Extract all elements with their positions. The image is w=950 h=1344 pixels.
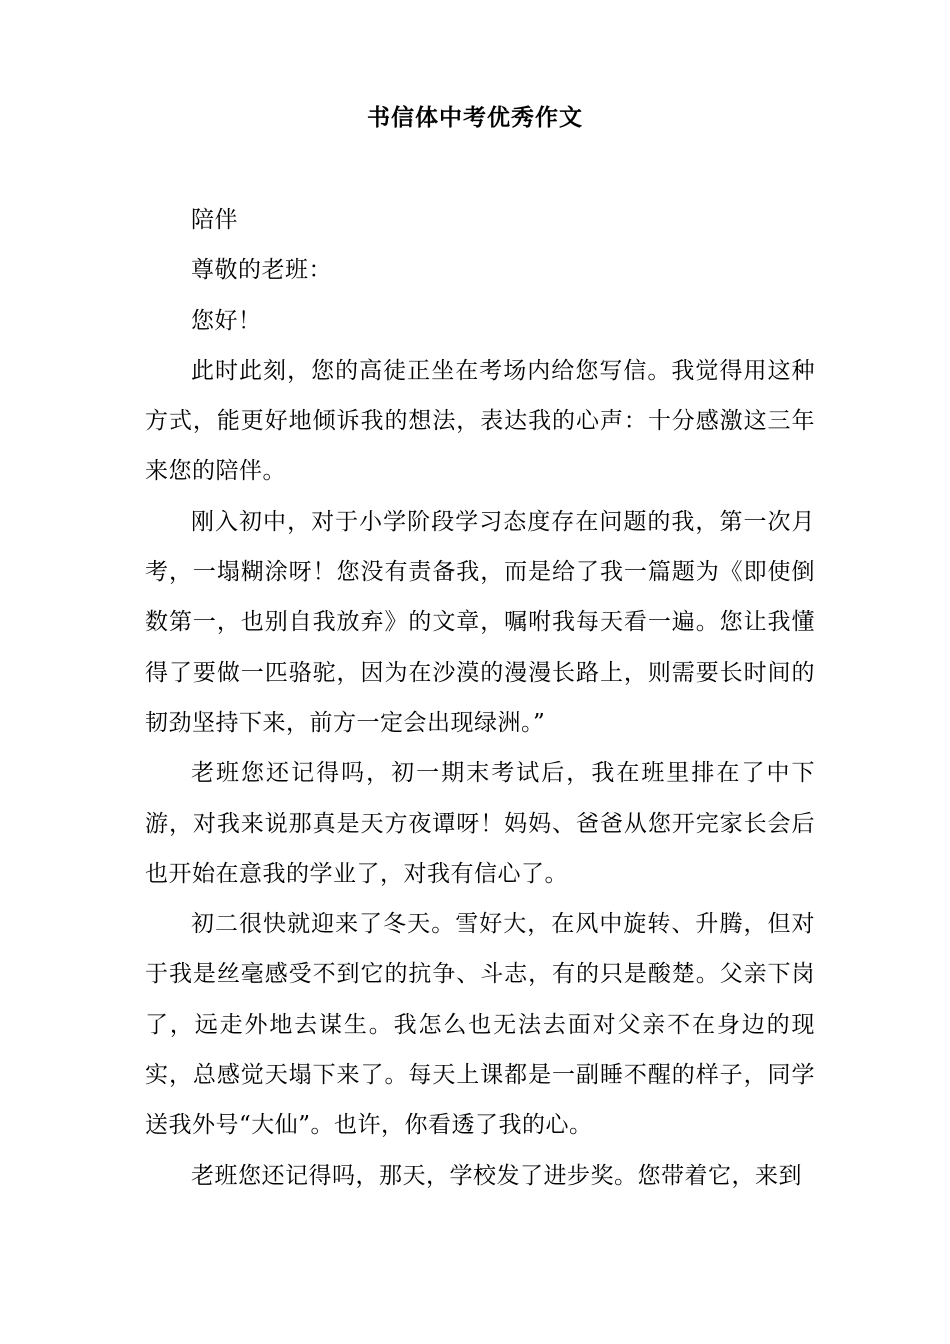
paragraph: 刚入初中，对于小学阶段学习态度存在问题的我，第一次月考，一塌糊涂呀！您没有责备我，而是给了我一篇题为《即使倒数第一，也别自我放弃》的文章，嘱咐我每天看一遍。您让我懂得了要做一匹骆驼，因为在沙漠的漫漫长路上，则需要长时间的韧劲坚持下来，前方一定会出现绿洲。”	[145, 508, 815, 736]
paragraph: 老班您还记得吗，那天，学校发了进步奖。您带着它，来到	[191, 1162, 802, 1189]
essay-heading: 陪伴	[191, 207, 238, 233]
greeting: 您好！	[191, 307, 262, 334]
paragraph: 此时此刻，您的高徒正坐在考场内给您写信。我觉得用这种方式，能更好地倾诉我的想法，表达我的心声：十分感激这三年来您的陪伴。	[145, 357, 815, 485]
paragraph: 老班您还记得吗，初一期末考试后，我在班里排在了中下游，对我来说那真是天方夜谭呀！妈妈、爸爸从您开完家长会后也开始在意我的学业了，对我有信心了。	[145, 760, 815, 887]
salutation: 尊敬的老班：	[191, 257, 332, 284]
document-body	[145, 195, 815, 1201]
paragraph: 初二很快就迎来了冬天。雪好大，在风中旋转、升腾，但对于我是丝毫感受不到它的抗争、斗志，有的只是酸楚。父亲下岗了，远走外地去谋生。我怎么也无法去面对父亲不在身边的现实，总感觉天塌下来了。每天上课都是一副睡不醒的样子，同学送我外号“大仙”。也许，你看透了我的心。	[145, 911, 815, 1139]
document-title: 书信体中考优秀作文	[367, 104, 583, 131]
